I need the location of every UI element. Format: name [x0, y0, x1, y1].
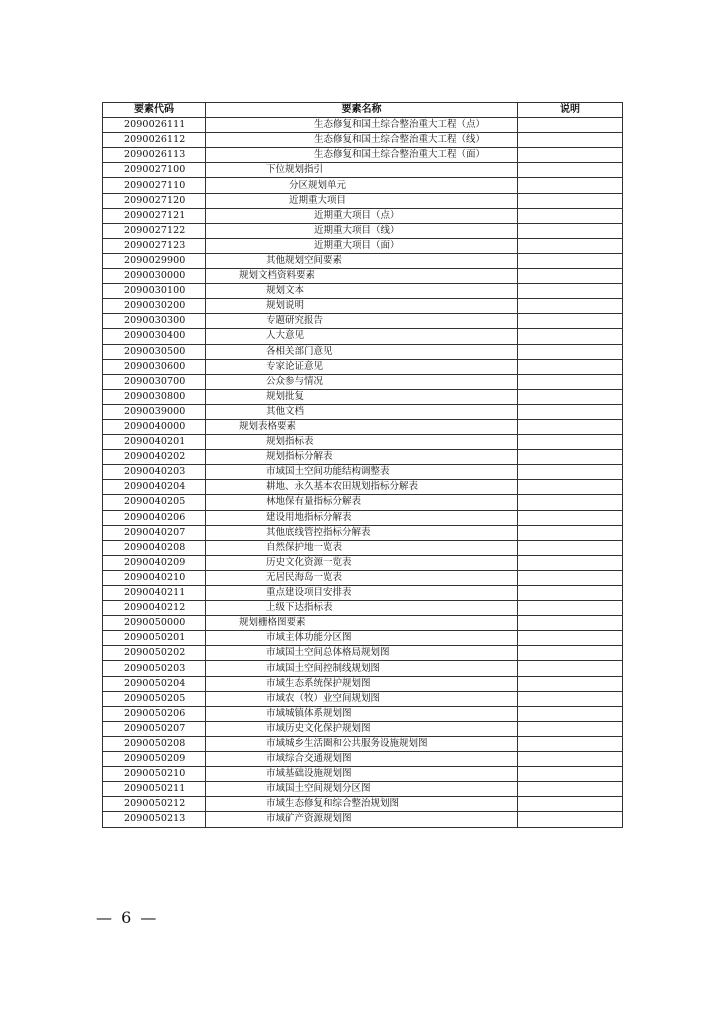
element-name-cell: 其他文档	[206, 404, 518, 419]
table-row	[103, 812, 623, 827]
note-cell	[518, 782, 623, 797]
note-cell	[518, 208, 623, 223]
element-code-cell: 2090030200	[103, 299, 206, 314]
element-code-cell: 2090040203	[103, 465, 206, 480]
element-name-cell: 其他规划空间要素	[206, 253, 518, 268]
table-row	[103, 193, 623, 208]
element-name-cell: 近期重大项目（线）	[206, 223, 518, 238]
element-code-cell: 2090050213	[103, 812, 206, 827]
element-name-cell: 市域国土空间功能结构调整表	[206, 465, 518, 480]
element-code-cell: 2090050204	[103, 676, 206, 691]
note-cell	[518, 223, 623, 238]
element-code-cell: 2090050208	[103, 736, 206, 751]
table-row	[103, 797, 623, 812]
element-name-cell: 近期重大项目	[206, 193, 518, 208]
table-row	[103, 631, 623, 646]
element-code-cell: 2090040212	[103, 601, 206, 616]
element-code-cell: 2090050201	[103, 631, 206, 646]
element-code-cell: 2090040206	[103, 510, 206, 525]
element-code-cell: 2090027100	[103, 163, 206, 178]
note-cell	[518, 706, 623, 721]
element-code-cell: 2090050206	[103, 706, 206, 721]
element-code-cell: 2090050203	[103, 661, 206, 676]
element-code-cell: 2090026112	[103, 133, 206, 148]
page-number: — 6 —	[96, 908, 159, 927]
element-code-cell: 2090040202	[103, 450, 206, 465]
table-row	[103, 661, 623, 676]
element-name-cell: 自然保护地一览表	[206, 540, 518, 555]
note-cell	[518, 118, 623, 133]
note-cell	[518, 721, 623, 736]
table-row	[103, 570, 623, 585]
element-name-cell: 分区规划单元	[206, 178, 518, 193]
element-code-cell: 2090039000	[103, 404, 206, 419]
element-name-cell: 市域历史文化保护规划图	[206, 721, 518, 736]
table-row	[103, 344, 623, 359]
element-name-cell: 建设用地指标分解表	[206, 510, 518, 525]
table-row	[103, 721, 623, 736]
element-name-cell: 市域国土空间控制线规划图	[206, 661, 518, 676]
table-row	[103, 706, 623, 721]
table-row	[103, 555, 623, 570]
element-code-cell: 2090050000	[103, 616, 206, 631]
table-row	[103, 435, 623, 450]
element-name-cell: 下位规划指引	[206, 163, 518, 178]
element-name-cell: 规划栅格图要素	[206, 616, 518, 631]
table-row	[103, 450, 623, 465]
table-row	[103, 133, 623, 148]
table-row	[103, 736, 623, 751]
element-code-cell: 2090050209	[103, 752, 206, 767]
element-code-cell: 2090026113	[103, 148, 206, 163]
note-cell	[518, 676, 623, 691]
note-cell	[518, 148, 623, 163]
element-code-cell: 2090030500	[103, 344, 206, 359]
header-note: 说明	[518, 103, 623, 118]
element-code-cell: 2090030800	[103, 389, 206, 404]
element-code-cell: 2090040000	[103, 419, 206, 434]
table-row	[103, 676, 623, 691]
note-cell	[518, 752, 623, 767]
element-code-cell: 2090030100	[103, 284, 206, 299]
table-row	[103, 359, 623, 374]
table-row	[103, 374, 623, 389]
table-row	[103, 601, 623, 616]
element-name-cell: 公众参与情况	[206, 374, 518, 389]
table-body	[103, 118, 623, 827]
element-code-cell: 2090040205	[103, 495, 206, 510]
table-row	[103, 389, 623, 404]
element-code-cell: 2090040207	[103, 525, 206, 540]
element-code-cell: 2090029900	[103, 253, 206, 268]
note-cell	[518, 465, 623, 480]
note-cell	[518, 314, 623, 329]
note-cell	[518, 329, 623, 344]
element-code-cell: 2090040201	[103, 435, 206, 450]
note-cell	[518, 359, 623, 374]
note-cell	[518, 540, 623, 555]
element-code-cell: 2090030400	[103, 329, 206, 344]
table-row	[103, 586, 623, 601]
note-cell	[518, 767, 623, 782]
element-name-cell: 市域矿产资源规划图	[206, 812, 518, 827]
table-row	[103, 208, 623, 223]
note-cell	[518, 193, 623, 208]
table-row	[103, 616, 623, 631]
element-code-cell: 2090050202	[103, 646, 206, 661]
note-cell	[518, 269, 623, 284]
note-cell	[518, 646, 623, 661]
element-name-cell: 上级下达指标表	[206, 601, 518, 616]
element-name-cell: 重点建设项目安排表	[206, 586, 518, 601]
table-row	[103, 510, 623, 525]
element-code-cell: 2090050210	[103, 767, 206, 782]
element-code-cell: 2090050205	[103, 691, 206, 706]
element-name-cell: 生态修复和国土综合整治重大工程（点）	[206, 118, 518, 133]
note-cell	[518, 736, 623, 751]
note-cell	[518, 374, 623, 389]
note-cell	[518, 661, 623, 676]
header-code: 要素代码	[103, 103, 206, 118]
element-name-cell: 规划说明	[206, 299, 518, 314]
note-cell	[518, 555, 623, 570]
table-row	[103, 782, 623, 797]
element-code-cell: 2090027123	[103, 238, 206, 253]
element-code-table-container	[102, 102, 622, 828]
element-code-cell: 2090027122	[103, 223, 206, 238]
note-cell	[518, 284, 623, 299]
element-code-cell: 2090040210	[103, 570, 206, 585]
element-name-cell: 无居民海岛一览表	[206, 570, 518, 585]
element-name-cell: 生态修复和国土综合整治重大工程（线）	[206, 133, 518, 148]
table-row	[103, 465, 623, 480]
table-header-row	[103, 103, 623, 118]
table-row	[103, 223, 623, 238]
table-row	[103, 752, 623, 767]
element-name-cell: 市域农（牧）业空间规划图	[206, 691, 518, 706]
note-cell	[518, 586, 623, 601]
element-name-cell: 专题研究报告	[206, 314, 518, 329]
element-name-cell: 市域国土空间规划分区图	[206, 782, 518, 797]
element-code-cell: 2090030700	[103, 374, 206, 389]
table-row	[103, 329, 623, 344]
element-code-cell: 2090027120	[103, 193, 206, 208]
element-code-cell: 2090050207	[103, 721, 206, 736]
table-row	[103, 284, 623, 299]
table-row	[103, 767, 623, 782]
note-cell	[518, 691, 623, 706]
element-code-cell: 2090050212	[103, 797, 206, 812]
element-code-cell: 2090040209	[103, 555, 206, 570]
element-name-cell: 市域城乡生活圈和公共服务设施规划图	[206, 736, 518, 751]
table-row	[103, 646, 623, 661]
table-row	[103, 148, 623, 163]
note-cell	[518, 812, 623, 827]
element-code-cell: 2090030600	[103, 359, 206, 374]
element-name-cell: 林地保有量指标分解表	[206, 495, 518, 510]
table-row	[103, 419, 623, 434]
element-name-cell: 耕地、永久基本农田规划指标分解表	[206, 480, 518, 495]
element-name-cell: 人大意见	[206, 329, 518, 344]
note-cell	[518, 525, 623, 540]
table-row	[103, 269, 623, 284]
header-name: 要素名称	[206, 103, 518, 118]
element-name-cell: 市域主体功能分区图	[206, 631, 518, 646]
table-row	[103, 299, 623, 314]
note-cell	[518, 178, 623, 193]
element-code-cell: 2090027110	[103, 178, 206, 193]
note-cell	[518, 601, 623, 616]
element-name-cell: 规划指标表	[206, 435, 518, 450]
table-row	[103, 118, 623, 133]
element-name-cell: 规划表格要素	[206, 419, 518, 434]
note-cell	[518, 299, 623, 314]
element-name-cell: 市域国土空间总体格局规划图	[206, 646, 518, 661]
table-row	[103, 253, 623, 268]
element-name-cell: 专家论证意见	[206, 359, 518, 374]
element-code-cell: 2090027121	[103, 208, 206, 223]
element-code-cell: 2090026111	[103, 118, 206, 133]
element-name-cell: 规划批复	[206, 389, 518, 404]
element-name-cell: 规划文本	[206, 284, 518, 299]
element-name-cell: 市域生态修复和综合整治规划图	[206, 797, 518, 812]
element-name-cell: 近期重大项目（点）	[206, 208, 518, 223]
element-name-cell: 市域城镇体系规划图	[206, 706, 518, 721]
note-cell	[518, 495, 623, 510]
note-cell	[518, 616, 623, 631]
element-name-cell: 生态修复和国土综合整治重大工程（面）	[206, 148, 518, 163]
table-row	[103, 178, 623, 193]
table-row	[103, 163, 623, 178]
table-row	[103, 480, 623, 495]
element-name-cell: 其他底线管控指标分解表	[206, 525, 518, 540]
note-cell	[518, 797, 623, 812]
note-cell	[518, 570, 623, 585]
element-code-cell: 2090030300	[103, 314, 206, 329]
element-name-cell: 市域生态系统保护规划图	[206, 676, 518, 691]
element-code-cell: 2090040211	[103, 586, 206, 601]
element-name-cell: 市域基础设施规划图	[206, 767, 518, 782]
element-name-cell: 近期重大项目（面）	[206, 238, 518, 253]
table-row	[103, 691, 623, 706]
note-cell	[518, 480, 623, 495]
table-row	[103, 495, 623, 510]
note-cell	[518, 404, 623, 419]
note-cell	[518, 238, 623, 253]
element-code-cell: 2090050211	[103, 782, 206, 797]
element-name-cell: 规划文档资料要素	[206, 269, 518, 284]
note-cell	[518, 133, 623, 148]
element-name-cell: 历史文化资源一览表	[206, 555, 518, 570]
note-cell	[518, 631, 623, 646]
note-cell	[518, 344, 623, 359]
element-code-cell: 2090040208	[103, 540, 206, 555]
element-code-table	[102, 102, 623, 828]
element-name-cell: 规划指标分解表	[206, 450, 518, 465]
table-row	[103, 525, 623, 540]
note-cell	[518, 450, 623, 465]
table-row	[103, 314, 623, 329]
note-cell	[518, 389, 623, 404]
table-row	[103, 540, 623, 555]
note-cell	[518, 435, 623, 450]
note-cell	[518, 419, 623, 434]
note-cell	[518, 510, 623, 525]
note-cell	[518, 163, 623, 178]
element-name-cell: 各相关部门意见	[206, 344, 518, 359]
table-row	[103, 404, 623, 419]
note-cell	[518, 253, 623, 268]
table-row	[103, 238, 623, 253]
element-code-cell: 2090040204	[103, 480, 206, 495]
element-name-cell: 市域综合交通规划图	[206, 752, 518, 767]
element-code-cell: 2090030000	[103, 269, 206, 284]
